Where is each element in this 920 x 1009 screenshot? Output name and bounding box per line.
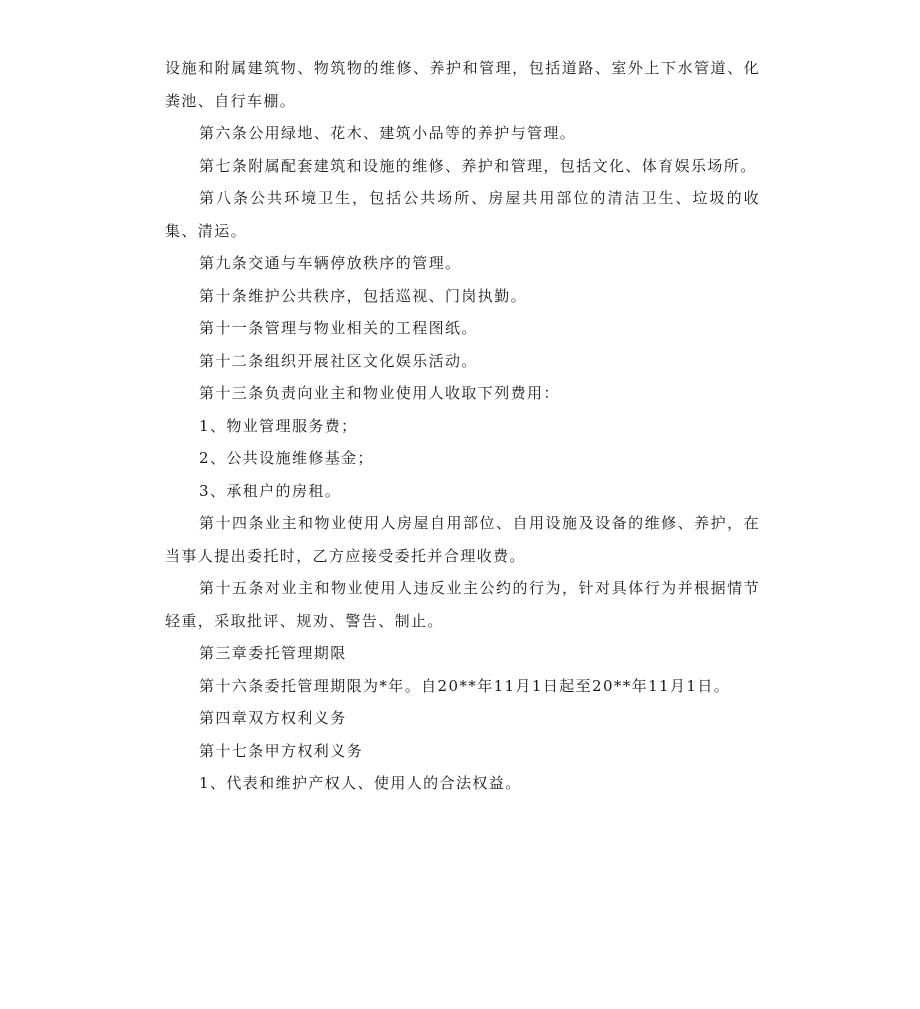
paragraph-article-17: 第十七条甲方权利义务 [199, 741, 364, 760]
paragraph-article-10: 第十条维护公共秩序，包括巡视、门岗执勤。 [199, 286, 528, 305]
paragraph-article-16: 第十六条委托管理期限为*年。自20**年11月1日起至20**年11月1日。 [199, 676, 731, 695]
paragraph-facilities-continued: 设施和附属建筑物、物筑物的维修、养护和管理，包括道路、室外上下水管道、化粪池、自行车棚。 [165, 59, 760, 110]
chapter-3-heading: 第三章委托管理期限 [199, 644, 347, 662]
paragraph-article-14: 第十四条业主和物业使用人房屋自用部位、自用设施及设备的维修、养护，在当事人提出委托时，乙方应接受委托并合理收费。 [165, 514, 760, 565]
paragraph-article-7: 第七条附属配套建筑和设施的维修、养护和管理，包括文化、体育娱乐场所。 [199, 156, 757, 175]
list-item-fee-1: 1、物业管理服务费； [199, 416, 358, 435]
paragraph-article-6: 第六条公用绿地、花木、建筑小品等的养护与管理。 [199, 124, 577, 142]
paragraph-article-12: 第十二条组织开展社区文化娱乐活动。 [199, 351, 478, 370]
paragraph-article-11: 第十一条管理与物业相关的工程图纸。 [199, 319, 478, 337]
paragraph-article-13: 第十三条负责向业主和物业使用人收取下列费用： [199, 384, 560, 402]
paragraph-article-9: 第九条交通与车辆停放秩序的管理。 [199, 254, 462, 272]
chapter-4-heading: 第四章双方权利义务 [199, 709, 347, 727]
paragraph-article-15: 第十五条对业主和物业使用人违反业主公约的行为，针对具体行为并根据情节轻重，采取批评、规劝、警告、制止。 [165, 579, 760, 630]
document-body [165, 52, 760, 800]
list-item-party-a-1: 1、代表和维护产权人、使用人的合法权益。 [199, 774, 522, 792]
list-item-fee-3: 3、承租户的房租。 [199, 481, 342, 500]
paragraph-article-8: 第八条公共环境卫生，包括公共场所、房屋共用部位的清洁卫生、垃圾的收集、清运。 [165, 189, 760, 240]
list-item-fee-2: 2、公共设施维修基金； [199, 449, 374, 467]
